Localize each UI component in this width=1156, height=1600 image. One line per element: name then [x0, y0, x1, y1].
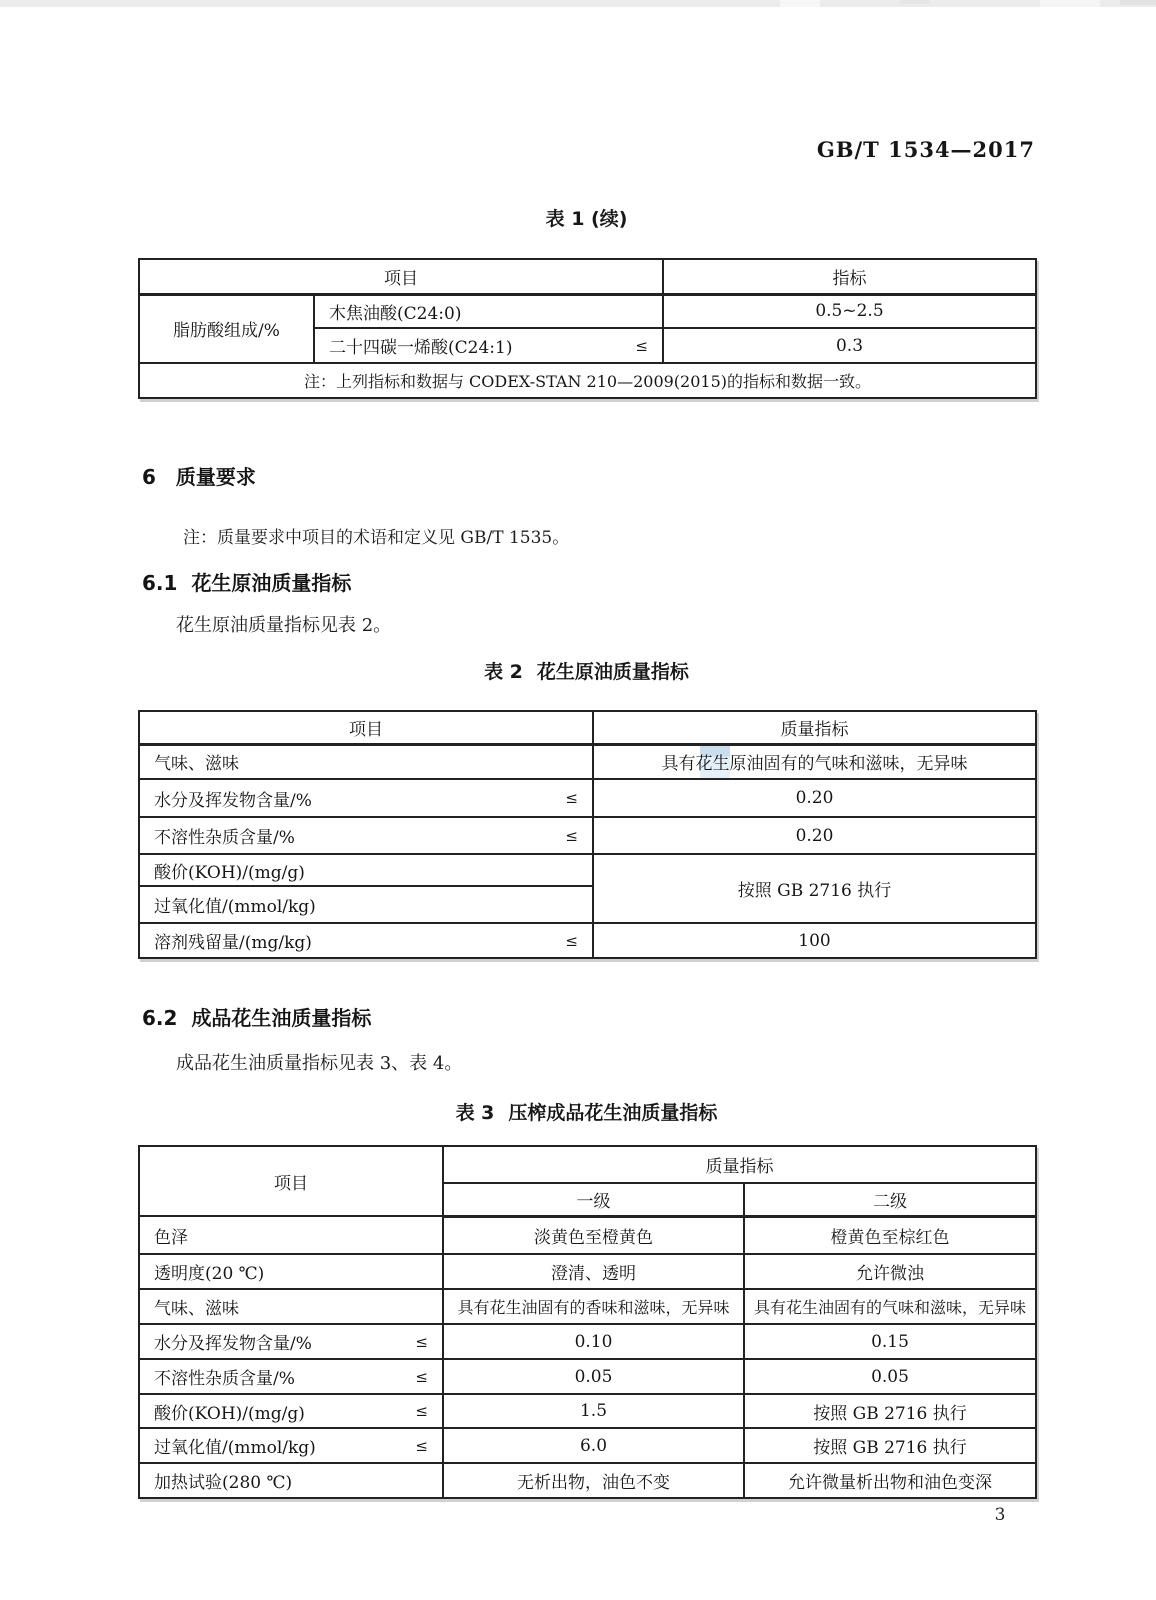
- table2-value-cell: 0.20: [593, 779, 1036, 817]
- section-number: 6.1: [142, 571, 178, 595]
- comparator-symbol: ≤: [415, 1367, 428, 1386]
- table2-item-cell: [139, 854, 593, 886]
- comparator-symbol: ≤: [565, 826, 578, 845]
- table3-header-grade1: 一级: [443, 1183, 744, 1216]
- scan-edge-artifact: [0, 0, 1156, 7]
- table3-grade2-cell: 允许微浊: [744, 1254, 1036, 1289]
- item-label: 不溶性杂质含量/%: [154, 1369, 295, 1389]
- table1-header-indicator: 指标: [663, 259, 1036, 294]
- table-row: [139, 1463, 1036, 1498]
- table-title-text: 压榨成品花生油质量指标: [508, 1102, 718, 1124]
- scan-edge-segment: [780, 0, 820, 7]
- table3-header-quality: 质量指标: [443, 1146, 1036, 1183]
- table3-grade2-cell: 按照 GB 2716 执行: [744, 1394, 1036, 1428]
- table1-item-cell: [314, 328, 663, 363]
- table3-grade1-cell: 无析出物，油色不变: [443, 1463, 744, 1498]
- table2-item-cell: [139, 779, 593, 817]
- table1-note-row: [139, 363, 1036, 398]
- table-row: [139, 1394, 1036, 1428]
- table3-header-item: 项目: [139, 1146, 443, 1216]
- table-label: 表 2: [484, 661, 523, 683]
- item-label: 酸价(KOH)/(mg/g): [154, 1403, 305, 1424]
- table3-item-cell: [139, 1359, 443, 1394]
- item-label: 不溶性杂质含量/%: [154, 828, 295, 848]
- table2-header-row: [139, 711, 1036, 744]
- table3-grade1-cell: 6.0: [443, 1428, 744, 1463]
- table3-grade1-cell: 具有花生油固有的香味和滋味，无异味: [443, 1289, 744, 1324]
- table2-header-indicator: 质量指标: [593, 711, 1036, 744]
- section-6-2-paragraph: 成品花生油质量指标见表 3、表 4。: [176, 1053, 463, 1074]
- table-row: [139, 1254, 1036, 1289]
- item-label: 二十四碳一烯酸(C24:1): [329, 338, 513, 358]
- table2-item-cell: [139, 886, 593, 923]
- table1-value-cell: 0.5~2.5: [663, 294, 1036, 328]
- standard-code: GB/T 1534—2017: [816, 137, 1035, 162]
- table3-grade2-cell: 具有花生油固有的气味和滋味，无异味: [744, 1289, 1036, 1324]
- item-label: 气味、滋味: [154, 1299, 239, 1319]
- section-6-1-heading: [142, 567, 351, 596]
- table1-header-row: [139, 259, 1036, 294]
- table-row: [139, 1324, 1036, 1359]
- table3-grade1-cell: 澄清、透明: [443, 1254, 744, 1289]
- table-row: [139, 923, 1036, 958]
- table1-header-item: 项目: [139, 259, 663, 294]
- table1-group-label: 脂肪酸组成/%: [139, 294, 314, 363]
- table3-item-cell: [139, 1324, 443, 1359]
- table3-grade2-cell: 0.15: [744, 1324, 1036, 1359]
- table2-value-cell: 0.20: [593, 817, 1036, 854]
- comparator-symbol: ≤: [415, 1436, 428, 1455]
- section-6-2-heading: [142, 1002, 371, 1031]
- table3-item-cell: [139, 1289, 443, 1324]
- comparator-symbol: ≤: [565, 789, 578, 807]
- table3-title: [138, 1098, 1035, 1125]
- table3-grade2-cell: 按照 GB 2716 执行: [744, 1428, 1036, 1463]
- table3-grade1-cell: 0.05: [443, 1359, 744, 1394]
- item-label: 水分及挥发物含量/%: [154, 790, 312, 811]
- section-6-heading: [142, 461, 256, 490]
- table-title-text: 花生原油质量指标: [536, 661, 689, 683]
- table3-item-cell: [139, 1394, 443, 1428]
- item-label: 溶剂残留量/(mg/kg): [154, 933, 312, 953]
- table-row: [139, 294, 1036, 328]
- item-label: 水分及挥发物含量/%: [154, 1334, 312, 1354]
- table-row: [139, 854, 1036, 886]
- table-row: [139, 817, 1036, 854]
- item-label: 加热试验(280 ℃): [154, 1473, 293, 1493]
- table1: [138, 258, 1037, 399]
- table2-merged-value-cell: 按照 GB 2716 执行: [593, 854, 1036, 923]
- item-label: 过氧化值/(mmol/kg): [154, 1438, 316, 1458]
- table-row: [139, 1359, 1036, 1394]
- table2-title: [138, 657, 1035, 684]
- table2-value-cell: 100: [593, 923, 1036, 958]
- scan-edge-segment: [1120, 0, 1156, 5]
- section-number: 6: [142, 465, 156, 489]
- table3-header-row: [139, 1146, 1036, 1183]
- table3-grade1-cell: 0.10: [443, 1324, 744, 1359]
- item-label: 透明度(20 ℃): [154, 1264, 265, 1284]
- table3-item-cell: [139, 1216, 443, 1254]
- section-number: 6.2: [142, 1006, 178, 1030]
- page-number: 3: [994, 1505, 1006, 1525]
- table3-header-grade2: 二级: [744, 1183, 1036, 1216]
- table1-value-cell: 0.3: [663, 328, 1036, 363]
- section-title: 质量要求: [175, 465, 256, 489]
- table2-value-cell: 具有花生原油固有的气味和滋味，无异味: [593, 744, 1036, 779]
- table3-grade1-cell: 淡黄色至橙黄色: [443, 1216, 744, 1254]
- item-label: 色泽: [154, 1227, 188, 1248]
- item-label: 酸价(KOH)/(mg/g): [154, 862, 305, 883]
- item-label: 气味、滋味: [154, 754, 239, 775]
- comparator-symbol: ≤: [565, 931, 578, 950]
- scan-edge-segment: [1040, 0, 1100, 7]
- section-title: 花生原油质量指标: [191, 571, 352, 595]
- section-6-note: 注：质量要求中项目的术语和定义见 GB/T 1535。: [183, 528, 570, 548]
- table1-title: 表 1 (续): [545, 208, 628, 230]
- table2-item-cell: [139, 817, 593, 854]
- comparator-symbol: ≤: [415, 1332, 428, 1351]
- table3-grade2-cell: 0.05: [744, 1359, 1036, 1394]
- table-row: [139, 1428, 1036, 1463]
- item-label: 木焦油酸(C24:0): [329, 303, 462, 324]
- comparator-symbol: ≤: [635, 336, 648, 355]
- table3-item-cell: [139, 1254, 443, 1289]
- table2-header-item: 项目: [139, 711, 593, 744]
- table3-grade1-cell: 1.5: [443, 1394, 744, 1428]
- table3-grade2-cell: 允许微量析出物和油色变深: [744, 1463, 1036, 1498]
- comparator-symbol: ≤: [415, 1402, 428, 1420]
- table-row: [139, 779, 1036, 817]
- scan-edge-segment: [900, 0, 930, 4]
- table2-item-cell: [139, 923, 593, 958]
- table2-item-cell: [139, 744, 593, 779]
- table3-grade2-cell: 橙黄色至棕红色: [744, 1216, 1036, 1254]
- table3-item-cell: [139, 1463, 443, 1498]
- table3-item-cell: [139, 1428, 443, 1463]
- table1-item-cell: [314, 294, 663, 328]
- table-row: [139, 744, 1036, 779]
- table2: [138, 710, 1037, 959]
- table1-note: 注：上列指标和数据与 CODEX-STAN 210—2009(2015)的指标和数据一致。: [139, 363, 1036, 398]
- item-label: 过氧化值/(mmol/kg): [154, 897, 316, 917]
- table-row: [139, 1289, 1036, 1324]
- table-row: [139, 1216, 1036, 1254]
- section-6-1-paragraph: 花生原油质量指标见表 2。: [176, 615, 392, 636]
- section-title: 成品花生油质量指标: [191, 1006, 372, 1030]
- table3: [138, 1145, 1037, 1499]
- table-label: 表 3: [455, 1102, 495, 1124]
